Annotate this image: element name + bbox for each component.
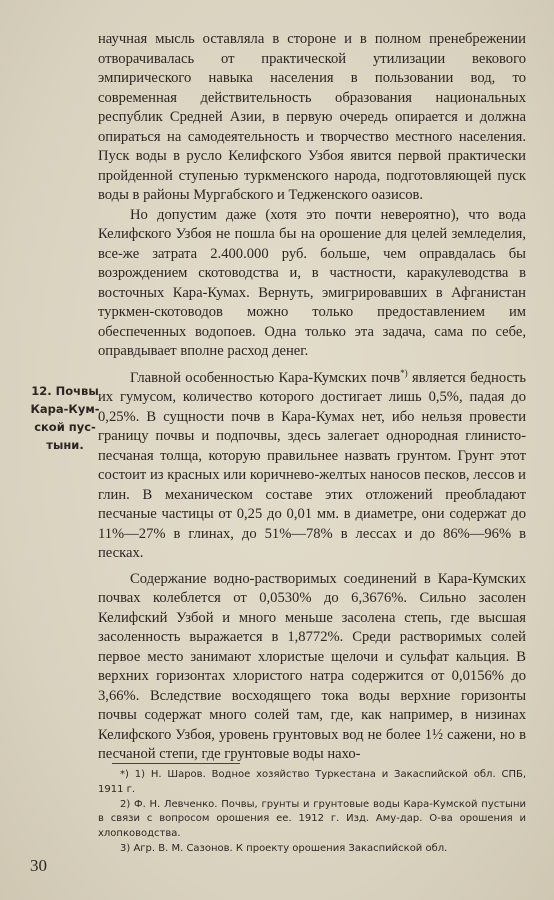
paragraph-2: Но допустим даже (хотя это почти невероятно), что вода Келифского Узбоя не пошла бы на орошение для целей земледелия, все-же затрата 2.400.000 руб. больше, чем оправдалась бы возрождением скотоводства и, в частности, каракулеводства в восточных Кара-Кумах. Вернуть, эмигрировавших в Афганистан туркмен-скотоводов можно только предоставлением им обеспеченных водопоев. Одна только эта задача, сама по себе, оправдывает вполне расход денег. <box>98 206 526 359</box>
sidenote-line-1: 12. Почвы <box>31 384 99 398</box>
footnote-2: 2) Ф. Н. Левченко. Почвы, грунты и грунтовые воды Кара-Кумской пустыни в связи с вопросом орошения ее. 1912 г. Изд. Аму-дар. О-ва орошения и хлопководства. <box>98 798 526 840</box>
sidenote-line-3: ской пус- <box>34 420 96 434</box>
sidenote-line-2: Кара-Кум- <box>30 402 100 416</box>
page-number: 30 <box>30 856 47 875</box>
paragraph-4: Содержание водно-растворимых соединений в Кара-Кумских почвах колеблется от 0,0530% до 6,3676%. Сильно засолен Келифский Узбой и много меньше засолена степь, где высшая засоленность выражается в 1,8772%. Среди растворимых солей первое место занимают хлористые щелочи и сульфат кальция. В верхних горизонтах хлористого натра содержится от 0,0156% до 3,66%. Вследствие восходящего тока воды верхние горизонты почвы содержат много солей там, где, как например, в низинах Келифского Узбоя, уровень грунтовых вод не более 1½ сажени, но в песчаной степи, где грунтовые воды нахо- <box>98 570 526 762</box>
paragraph-3-rest: является бедность их гумусом, количество которого достигает лишь 0,5%, падая до 0,25%. В сущности почв в Кара-Кумах нет, ибо нельзя провести границу почвы и подпочвы, здесь залегает однородная глинисто-песчаная толща, которую правильнее назвать грунтом. Грунт этот состоит из красных или коричнево-желтых наносов песков, лессов и глин. В механическом составе этих отложений преобладают песчаные частицы от 0,25 до 0,01 мм. в диаметре, они содержат до 11%—27% в глинах, до 51%—78% в лессах и до 86%—96% в песках. <box>98 369 526 561</box>
footnotes <box>98 768 526 857</box>
paragraph-1: научная мысль оставляла в стороне и в полном пренебрежении отворачивалась от практической утилизации векового эмпирического навыка населения в пользовании вод, то современная действительность образования национальных республик Средней Азии, в первую очередь опирается и должна опираться на самодеятельность и творчество местного населения. Пуск воды в русло Келифского Узбоя явится первой практически пройденной ступенью туркменского народа, подготовляющей пуск воды в районы Мургабского и Тедженского оазисов. <box>98 31 526 203</box>
section-heading-sidenote <box>26 382 104 454</box>
sidenote-line-4: тыни. <box>46 438 84 452</box>
footnote-marker: *) <box>400 367 408 378</box>
footnote-3: 3) Агр. В. М. Сазонов. К проекту орошения Закаспийской обл. <box>120 842 448 854</box>
paragraph-3 <box>98 369 526 564</box>
footnote-1: *) 1) Н. Шаров. Водное хозяйство Туркестана и Закаспийской обл. СПБ, 1911 г. <box>98 769 526 795</box>
footnote-divider <box>112 763 240 764</box>
main-text <box>98 30 526 765</box>
paragraph-3-start: Главной особенностью Кара-Кумских почв <box>130 369 401 386</box>
